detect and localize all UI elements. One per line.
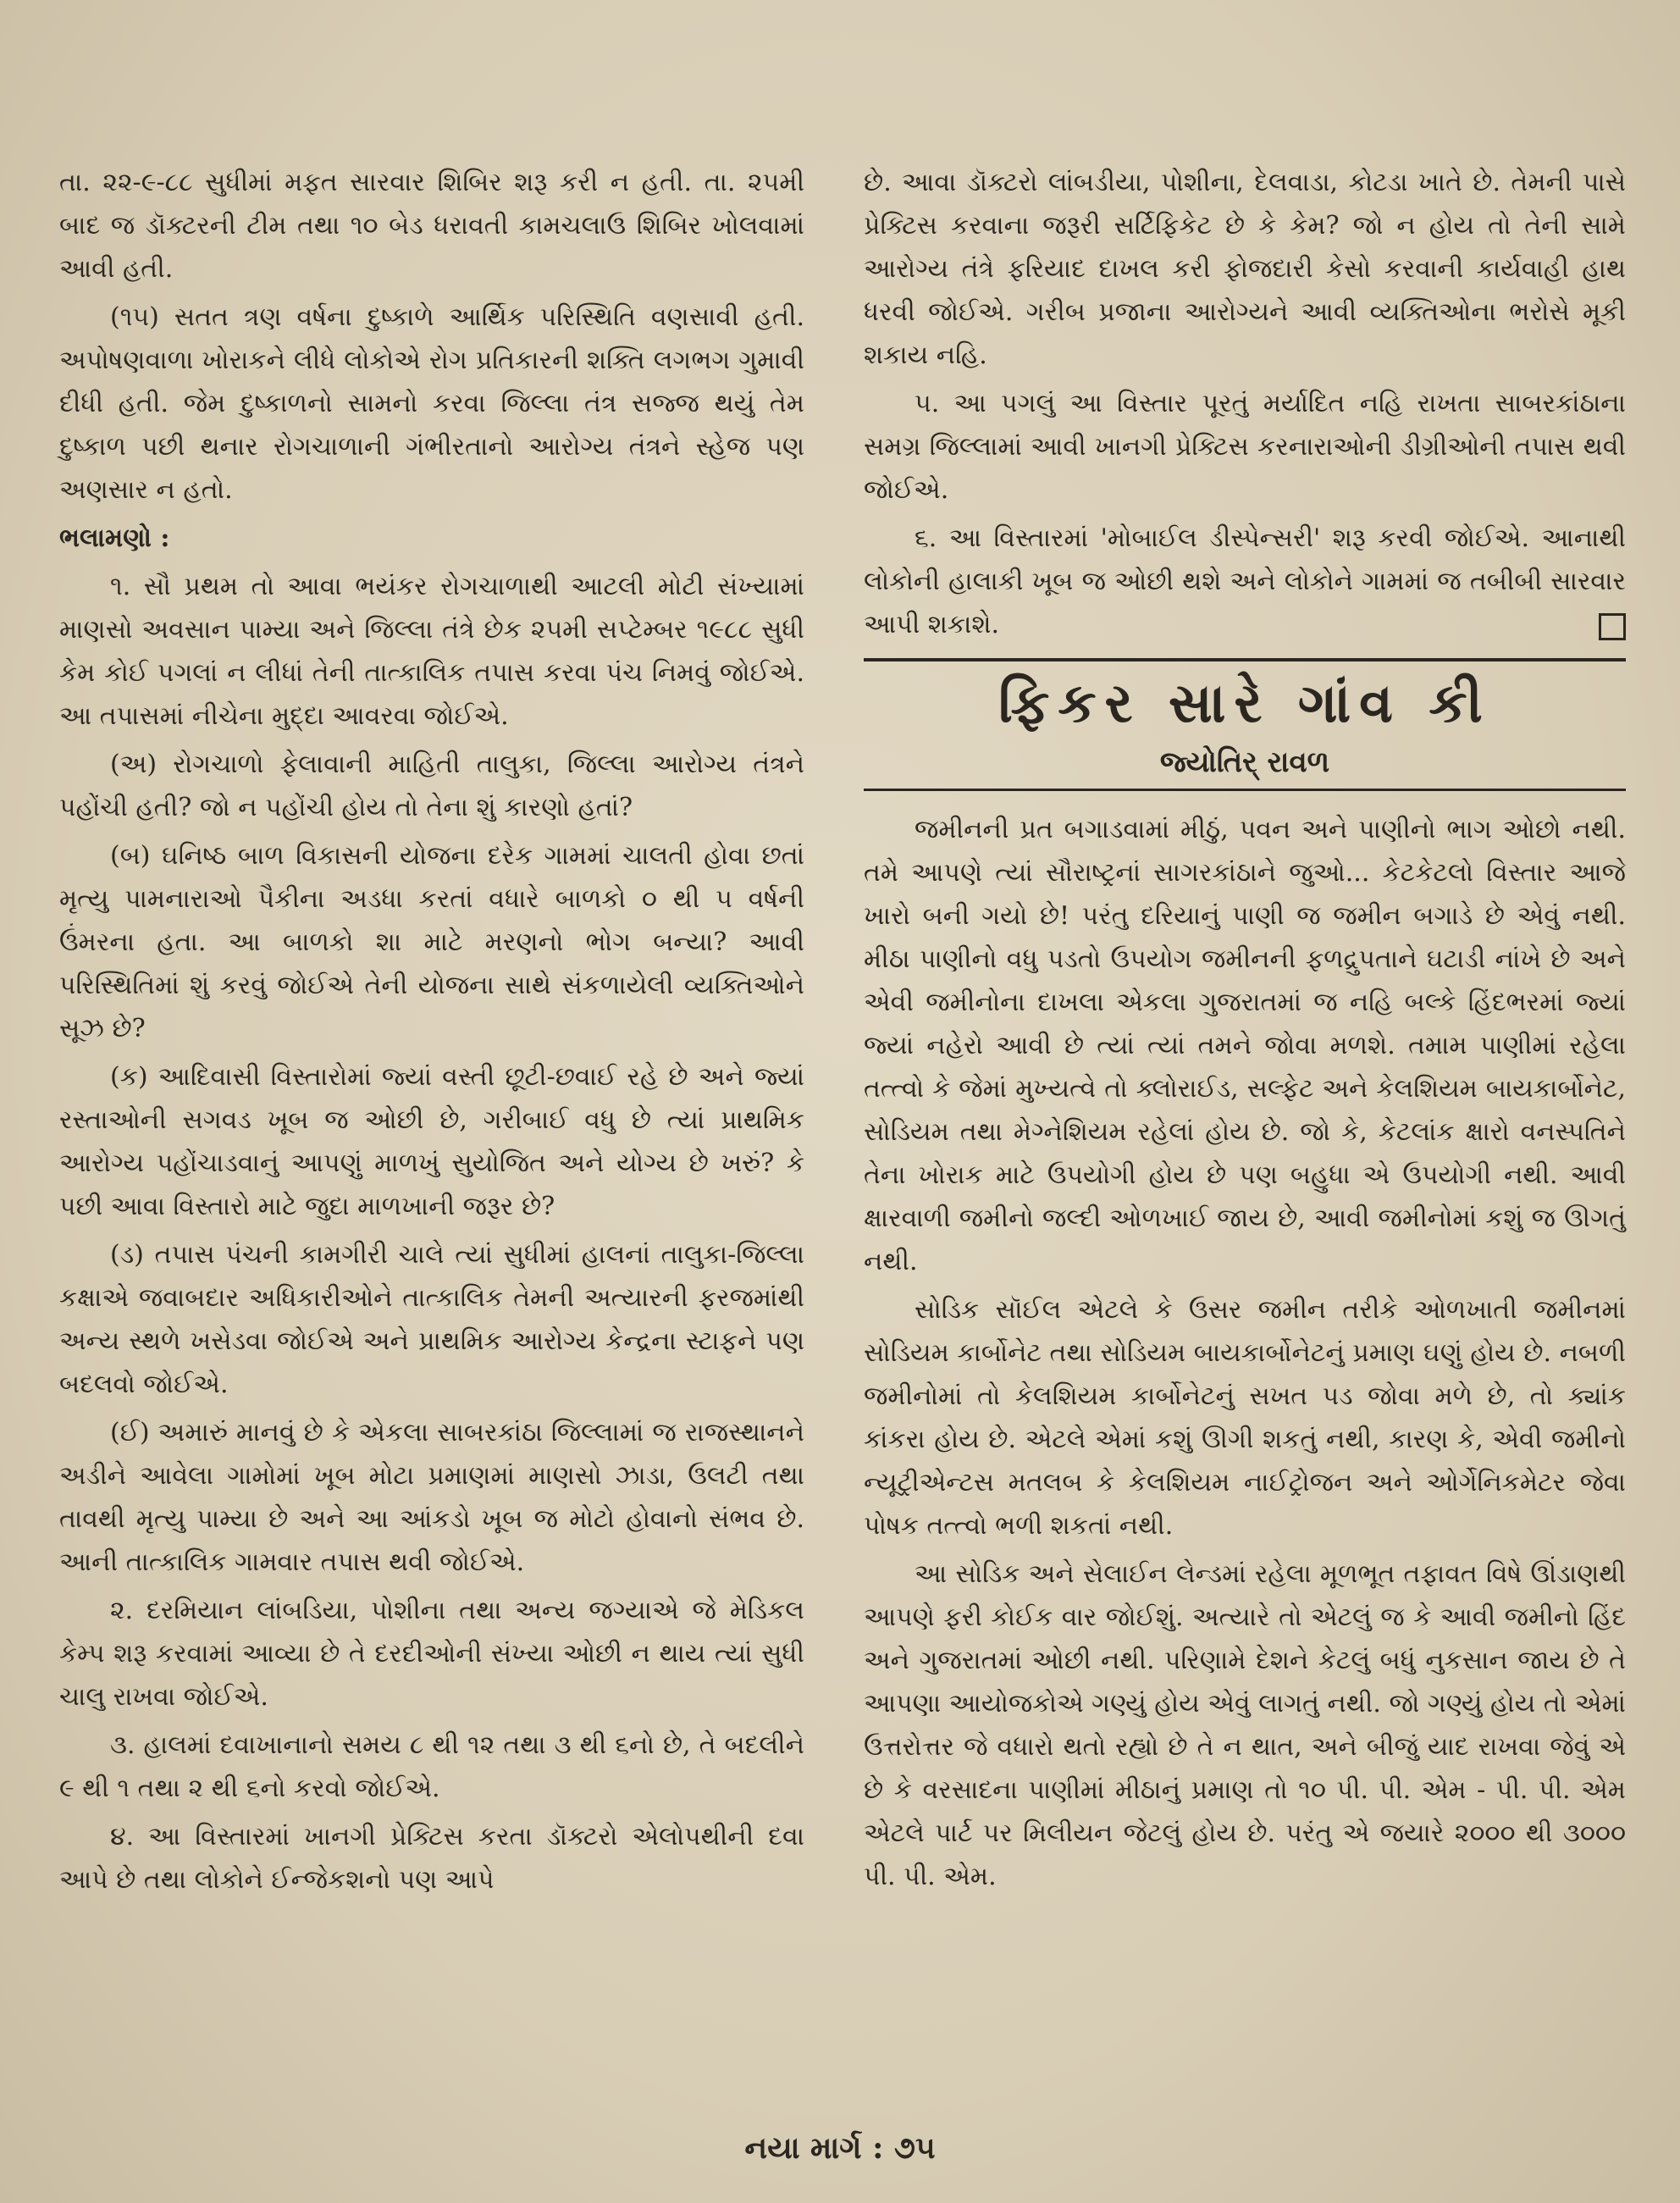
article-paragraph: આ સોડિક અને સેલાઈન લેન્ડમાં રહેલા મૂળભૂત તફાવત વિષે ઊંડાણથી આપણે ફરી કોઈક વાર જોઈશું. અત્યારે તો એટલું જ કે આવી જમીનો હિંદ અને ગુજરાતમાં ઓછી નથી. પરિણામે દેશને કેટલું બધું નુકસાન જાય છે તે આપણા આયોજકોએ ગણ્યું હોય એવું લાગતું નથી. જો ગણ્યું હોય તો એમાં ઉત્તરોત્તર જે વધારો થતો રહ્યો છે તે ન થાત, અને બીજું યાદ રાખવા જેવું એ છે કે વરસાદના પાણીમાં મીઠાનું પ્રમાણ તો ૧૦ પી. પી. એમ - પી. પી. એમ એટલે પાર્ટ પર મિલીયન જેટલું હોય છે. પરંતુ એ જયારે ૨૦૦૦ થી ૩૦૦૦ પી. પી. એમ. bbox=[864, 1559, 1626, 1891]
right-column bbox=[864, 161, 1626, 1903]
left-paragraph: (૧૫) સતત ત્રણ વર્ષના દુષ્કાળે આર્થિક પરિસ્થિતિ વણસાવી હતી. અપોષણવાળા ખોરાકને લીધે લોકોએ રોગ પ્રતિકારની શક્તિ લગભગ ગુમાવી દીધી હતી. જેમ દુષ્કાળનો સામનો કરવા જિલ્લા તંત્ર સજ્જ થયું તેમ દુષ્કાળ પછી થનાર રોગચાળાની ગંભીરતાનો આરોગ્ય તંત્રને સ્હેજ પણ અણસાર ન હતો. bbox=[59, 302, 804, 505]
recommendation-item: (ડ) તપાસ પંચની કામગીરી ચાલે ત્યાં સુધીમાં હાલનાં તાલુકા-જિલ્લા કક્ષાએ જવાબદાર અધિકારીઓને તાત્કાલિક તેમની અત્યારની ફરજમાંથી અન્ય સ્થળે ખસેડવા જોઈએ અને પ્રાથમિક આરોગ્ય કેન્દ્રના સ્ટાફને પણ બદલવો જોઈએ. bbox=[59, 1240, 804, 1399]
recommendation-item: ૪. આ વિસ્તારમાં ખાનગી પ્રેક્ટિસ કરતા ડૉક્ટરો એલોપથીની દવા આપે છે તથા લોકોને ઈન્જેકશનો પણ આપે bbox=[59, 1822, 804, 1895]
page-footer: નયા માર્ગ : ૭૫ bbox=[744, 2130, 936, 2166]
recommendation-item: (ઈ) અમારું માનવું છે કે એકલા સાબરકાંઠા જિલ્લામાં જ રાજસ્થાનને અડીને આવેલા ગામોમાં ખૂબ મોટા પ્રમાણમાં માણસો ઝાડા, ઉલટી તથા તાવથી મૃત્યુ પામ્યા છે અને આ આંકડો ખૂબ જ મોટો હોવાનો સંભવ છે. આની તાત્કાલિક ગામવાર તપાસ થવી જોઈએ. bbox=[59, 1418, 804, 1577]
author-divider bbox=[864, 789, 1626, 791]
article-title: ફિકર સારે ગાંવ કી bbox=[998, 672, 1491, 735]
right-paragraph-text: ૬. આ વિસ્તારમાં 'મોબાઈલ ડીસ્પેન્સરી' શરૂ કરવી જોઈએ. આનાથી લોકોની હાલાકી ખૂબ જ ઓછી થશે અને લોકોને ગામમાં જ તબીબી સારવાર આપી શકાશે. bbox=[864, 523, 1626, 639]
recommendation-item: (ક) આદિવાસી વિસ્તારોમાં જ્યાં વસ્તી છૂટી-છવાઈ રહે છે અને જ્યાં રસ્તાઓની સગવડ ખૂબ જ ઓછી છે, ગરીબાઈ વધુ છે ત્યાં પ્રાથમિક આરોગ્ય પહોંચાડવાનું આપણું માળખું સુયોજિત અને યોગ્ય છે ખરું? કે પછી આવા વિસ્તારો માટે જુદા માળખાની જરૂર છે? bbox=[59, 1062, 804, 1221]
right-paragraph: ૫. આ પગલું આ વિસ્તાર પૂરતું મર્યાદિત નહિ રાખતા સાબરકાંઠાના સમગ્ર જિલ્લામાં આવી ખાનગી પ્રેક્ટિસ કરનારાઓની ડીગ્રીઓની તપાસ થવી જોઈએ. bbox=[864, 389, 1626, 505]
recommendation-item: (બ) ઘનિષ્ઠ બાળ વિકાસની યોજના દરેક ગામમાં ચાલતી હોવા છતાં મૃત્યુ પામનારાઓ પૈકીના અડધા કરતાં વધારે બાળકો ૦ થી ૫ વર્ષની ઉંમરના હતા. આ બાળકો શા માટે મરણનો ભોગ બન્યા? આવી પરિસ્થિતિમાં શું કરવું જોઈએ તેની યોજના સાથે સંકળાયેલી વ્યક્તિઓને સૂઝ છે? bbox=[59, 841, 804, 1043]
right-paragraph: છે. આવા ડૉક્ટરો લાંબડીયા, પોશીના, દેલવાડા, કોટડા ખાતે છે. તેમની પાસે પ્રેક્ટિસ કરવાના જરૂરી સર્ટિફિકેટ છે કે કેમ? જો ન હોય તો તેની સામે આરોગ્ય તંત્રે ફરિયાદ દાખલ કરી ફોજદારી કેસો કરવાની કાર્યવાહી હાથ ધરવી જોઈએ. ગરીબ પ્રજાના આરોગ્યને આવી વ્યક્તિઓના ભરોસે મૂકી શકાય નહિ. bbox=[864, 168, 1626, 370]
article-paragraph: જમીનની પ્રત બગાડવામાં મીઠું, પવન અને પાણીનો ભાગ ઓછો નથી. તમે આપણે ત્યાં સૌરાષ્ટ્રનાં સાગરકાંઠાને જુઓ... કેટકેટલો વિસ્તાર આજે ખારો બની ગયો છે! પરંતુ દરિયાનું પાણી જ જમીન બગાડે છે એવું નથી. મીઠા પાણીનો વધુ પડતો ઉપયોગ જમીનની ફળદ્રુપતાને ઘટાડી નાંખે છે અને એવી જમીનોના દાખલા એકલા ગુજરાતમાં જ નહિ બલ્કે હિંદભરમાં જ્યાં જ્યાં નહેરો આવી છે ત્યાં ત્યાં તમને જોવા મળશે. તમામ પાણીમાં રહેલા તત્ત્વો કે જેમાં મુખ્યત્વે તો ક્લોરાઈડ, સલ્ફેટ અને કેલશિયમ બાયકાર્બોનેટ, સોડિયમ તથા મેગ્નેશિયમ રહેલાં હોય છે. જો કે, કેટલાંક ક્ષારો વનસ્પતિને તેના ખોરાક માટે ઉપયોગી હોય છે પણ બહુધા એ ઉપયોગી નથી. આવી ક્ષારવાળી જમીનો જલ્દી ઓળખાઈ જાય છે, આવી જમીનોમાં કશું જ ઊગતું નથી. bbox=[864, 815, 1626, 1276]
left-paragraph: તા. ૨૨-૯-૮૮ સુધીમાં મફત સારવાર શિબિર શરૂ કરી ન હતી. તા. ૨૫મી બાદ જ ડૉક્ટરની ટીમ તથા ૧૦ બેડ ધરાવતી કામચલાઉ શિબિર ખોલવામાં આવી હતી. bbox=[59, 168, 804, 284]
article-author: જ્યોતિર્ રાવળ bbox=[1159, 745, 1330, 779]
recommendation-item: (અ) રોગચાળો ફેલાવાની માહિતી તાલુકા, જિલ્લા આરોગ્ય તંત્રને પહોંચી હતી? જો ન પહોંચી હોય તો તેના શું કારણો હતાં? bbox=[59, 750, 804, 822]
recommendations-heading: ભલામણો : bbox=[59, 523, 170, 553]
recommendation-item: ૩. હાલમાં દવાખાનાનો સમય ૮ થી ૧૨ તથા ૩ થી ૬નો છે, તે બદલીને ૯ થી ૧ તથા ૨ થી ૬નો કરવો જોઈએ. bbox=[59, 1730, 804, 1803]
right-paragraph bbox=[864, 517, 1626, 646]
recommendation-item: ૧. સૌ પ્રથમ તો આવા ભયંકર રોગચાળાથી આટલી મોટી સંખ્યામાં માણસો અવસાન પામ્યા અને જિલ્લા તંત્રે છેક ૨૫મી સપ્ટેમ્બર ૧૯૮૮ સુધી કેમ કોઈ પગલાં ન લીધાં તેની તાત્કાલિક તપાસ કરવા પંચ નિમવું જોઈએ. આ તપાસમાં નીચેના મુદ્દા આવરવા જોઈએ. bbox=[59, 572, 804, 731]
recommendation-item: ૨. દરમિયાન લાંબડિયા, પોશીના તથા અન્ય જગ્યાએ જે મેડિકલ કેમ્પ શરૂ કરવામાં આવ્યા છે તે દરદીઓની સંખ્યા ઓછી ન થાય ત્યાં સુધી ચાલુ રાખવા જોઈએ. bbox=[59, 1596, 804, 1712]
left-column bbox=[59, 161, 804, 1907]
article-divider bbox=[864, 658, 1626, 661]
article-paragraph: સોડિક સૉઈલ એટલે કે ઉસર જમીન તરીકે ઓળખાતી જમીનમાં સોડિયમ કાર્બોનેટ તથા સોડિયમ બાયકાર્બોનેટનું પ્રમાણ ઘણું હોય છે. નબળી જમીનોમાં તો કેલશિયમ કાર્બોનેટનું સખત પડ જોવા મળે છે, તો ક્યાંક કાંકરા હોય છે. એટલે એમાં કશું ઊગી શકતું નથી, કારણ કે, એવી જમીનો ન્યૂટ્રીએન્ટસ મતલબ કે કેલશિયમ નાઈટ્રોજન અને ઓર્ગેનિકમેટર જેવા પોષક તત્ત્વો ભળી શકતાં નથી. bbox=[864, 1295, 1626, 1541]
end-mark-box bbox=[1599, 613, 1626, 640]
